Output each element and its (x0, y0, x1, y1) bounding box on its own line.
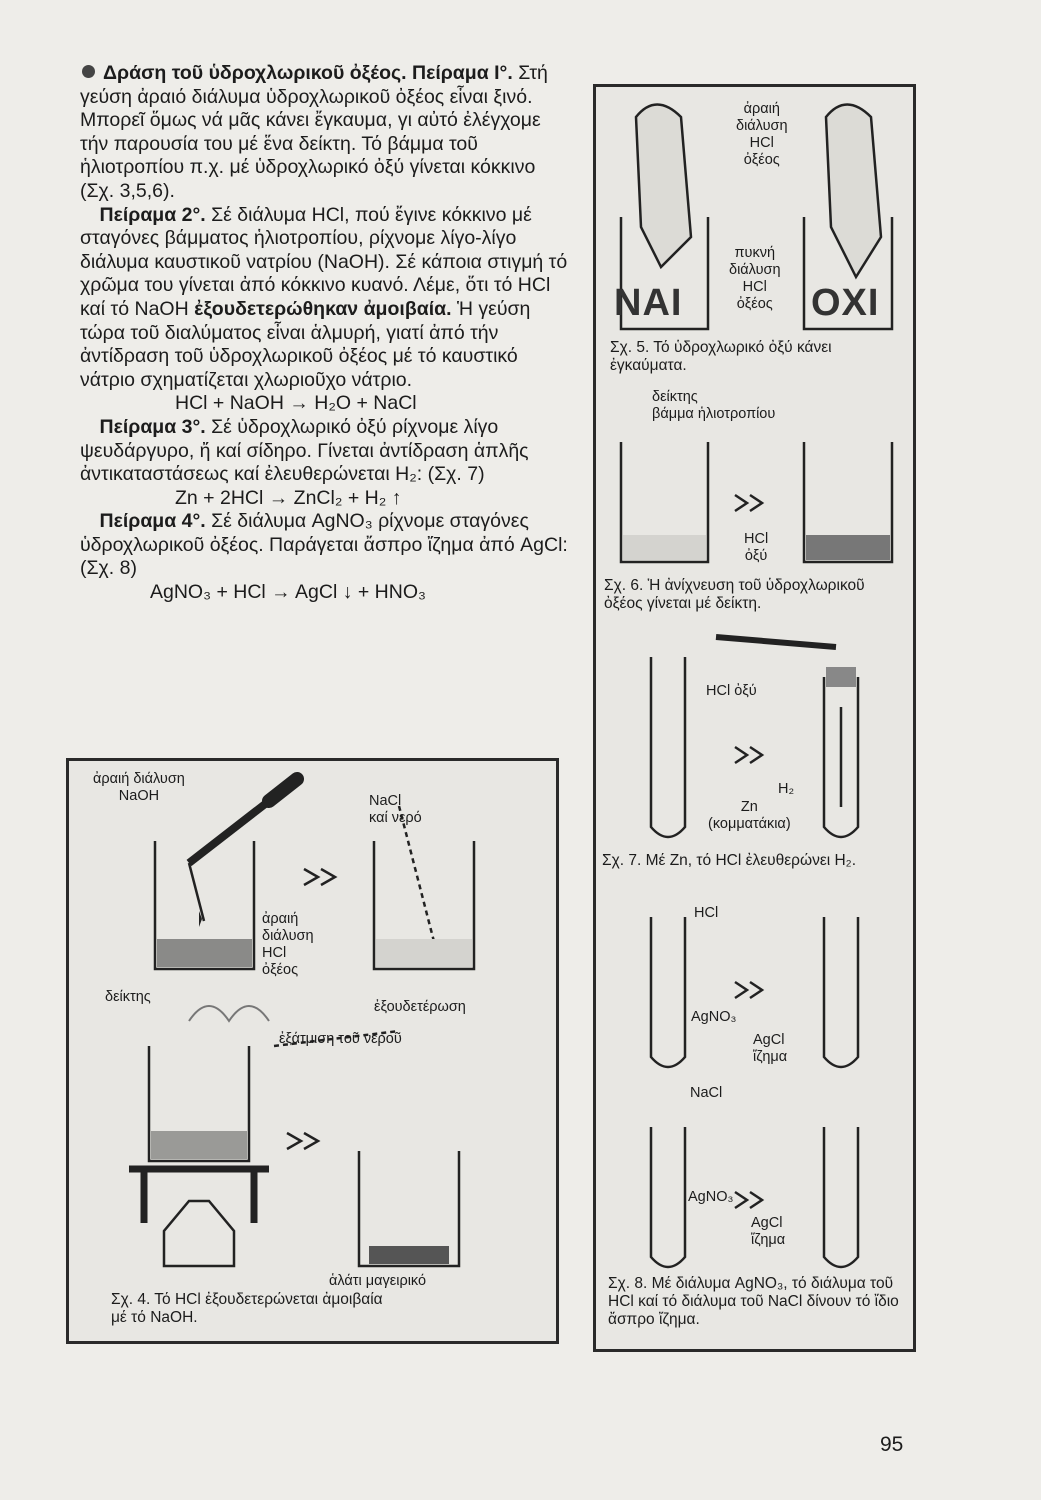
solution-6b (806, 535, 890, 560)
label-litmus: δείκτης βάμμα ἡλιοτροπίου (652, 389, 776, 422)
p4-body: Σέ διάλυμα AgNO₃ ρίχνομε σταγόνες ὑδροχλωρικοῦ ὀξέος. Παράγεται ἄσπρο ἴζημα ἀπό AgCl: (Σχ. 8) (80, 510, 568, 580)
bubbles (826, 667, 856, 687)
solution-right (376, 939, 472, 967)
label-hcl-acid: HCl ὀξύ (706, 683, 757, 699)
dropper (189, 801, 269, 863)
arrow-2 (287, 1133, 318, 1149)
label-8-nacl: NaCl (690, 1085, 723, 1101)
p4-title: Πείραμα 4°. (99, 510, 206, 533)
label-8-agcl-a: AgCl ἴζημα (753, 1032, 788, 1065)
label-8-agcl-b: AgCl ἴζημα (751, 1215, 786, 1248)
tube-8d (824, 1127, 858, 1267)
label-hcl: ἀραιή διάλυση HCl ὀξέος (262, 911, 314, 978)
arrow-7 (735, 747, 762, 763)
solution-6a (623, 535, 706, 560)
paragraph-experiment-3 (80, 416, 572, 487)
equation-1: HCl + NaOH → H₂O + NaCl (175, 392, 417, 415)
tube-8b (824, 917, 858, 1067)
figure-7-caption: Σχ. 7. Μέ Zn, τό HCl ἐλευθερώνει H₂. (602, 852, 857, 869)
paragraph-experiment-1 (80, 62, 572, 204)
label-naoh: ἀραιή διάλυση NaOH (93, 771, 185, 804)
label-evaporation: ἐξάτμιση τοῦ νεροῦ (279, 1031, 402, 1047)
label-dilute: ἀραιή διάλυση HCl ὀξέος (736, 101, 788, 168)
figure-4-caption: Σχ. 4. Τό HCl ἐξουδετερώνεται ἀμοιβαία μέ τό NaOH. (111, 1291, 383, 1326)
p2-title: Πείραμα 2°. (99, 203, 206, 226)
tube-7a (651, 657, 685, 837)
label-neutralization: ἐξουδετέρωση (374, 999, 466, 1015)
label-acid: HCl ὀξύ (744, 531, 769, 564)
label-8-agno3-a: AgNO₃ (691, 1009, 737, 1025)
label-h2: H₂ (778, 781, 795, 797)
p2-bold: ἐξουδετερώθηκαν ἀμοιβαία. (194, 297, 452, 320)
arrow-8b (735, 1192, 762, 1208)
burner (164, 1201, 234, 1266)
solution-heated (151, 1131, 247, 1159)
label-no: ΟΧΙ (811, 282, 880, 324)
figure-6-caption: Σχ. 6. Ἡ ἀνίχνευση τοῦ ὑδροχλωρικοῦ ὀξέος γίνεται μέ δείκτη. (604, 577, 865, 612)
match (716, 637, 836, 647)
equation-2: Zn + 2HCl → ZnCl₂ + H₂ ↑ (175, 486, 402, 509)
arrow-6 (735, 495, 762, 511)
label-nacl-water: NaCl καί νερό (369, 793, 422, 826)
arrow-1 (304, 869, 335, 885)
figure-8-caption: Σχ. 8. Μέ διάλυμα AgNO₃, τό διάλυμα τοῦ HCl καί τό διάλυμα τοῦ NaCl δίνουν τό ἴδιο ἄσπρο ἴζημα. (608, 1275, 899, 1328)
steam (189, 1006, 269, 1021)
hand-no (826, 105, 881, 278)
paragraph-experiment-2 (80, 204, 572, 393)
arrow-8a (735, 982, 762, 998)
p1-body: Στή γεύση ἀραιό διάλυμα ὑδροχλωρικοῦ ὀξέος εἶναι ξινό. Μπορεῖ ὅμως νά μᾶς κάνει ἔγκαυμα, γι αὐτό ἐλέγχομε τήν παρουσία του μέ ἕνα δείκτη. Τό βάμμα τοῦ ἡλιοτροπίου π.χ. μέ ὑδροχλωρικό ὀξύ γίνεται κόκκινο (Σχ. 3,5,6). (80, 62, 548, 202)
tube-8c (651, 1127, 685, 1267)
figure-5-caption: Σχ. 5. Τό ὑδροχλωρικό ὀξύ κάνει ἐγκαύματα. (610, 339, 832, 374)
solution-left (157, 939, 252, 967)
equation-3: AgNO₃ + HCl → AgCl ↓ + HNO₃ (150, 581, 426, 604)
figure-4-drawing (69, 761, 556, 1341)
p3-title: Πείραμα 3°. (99, 415, 206, 438)
label-indicator: δείκτης (105, 989, 151, 1005)
p2-body-b: Ἡ γεύση τώρα τοῦ διαλύματος εἶναι ἁλμυρή, γιατί ἀπό τήν ἀντίδραση τοῦ ὑδροχλωρικοῦ ὀξέος μέ τό καυστικό νάτριο σχηματίζεται χλωριοῦχο νάτριο. (80, 297, 531, 391)
p2-body-a: Σέ διάλυμα HCl, πού ἔγινε κόκκινο μέ σταγόνες βάμματος ἡλιοτροπίου, ρίχνομε λίγο-λίγο διάλυμα καυστικοῦ νατρίου (NaOH). Σέ κάποια στιγμή τό χρῶμα του γίνεται ἀπό κόκκινο κυανό. Λέμε, ὅτι τό HCl καί τό NaOH (80, 203, 568, 320)
figure-4 (66, 758, 559, 1344)
label-8-agno3-b: AgNO₃ (688, 1189, 734, 1205)
hand-yes (636, 105, 691, 268)
label-8-hcl: HCl (694, 905, 719, 921)
tube-8a (651, 917, 685, 1067)
label-zn: Zn (κομματάκια) (708, 799, 791, 832)
label-yes: ΝΑΙ (614, 282, 683, 324)
section-title: Δράση τοῦ ὑδροχλωρικοῦ ὀξέος. Πείραμα Ι°. (103, 62, 513, 84)
label-conc: πυκνή διάλυση HCl ὀξέος (729, 245, 781, 312)
label-salt: ἁλάτι μαγειρικό (329, 1273, 427, 1289)
main-text (80, 62, 572, 605)
salt-crystals (369, 1246, 449, 1264)
p3-body: Σέ ὑδροχλωρικό ὀξύ ρίχνομε λίγο ψευδάργυρο, ἤ καί σίδηρο. Γίνεται ἀντίδραση ἁπλῆς ἀντικαταστάσεως καί ἐλευθερώνεται H₂: (Σχ. 7) (80, 415, 529, 486)
bullet-icon (82, 65, 95, 78)
paragraph-experiment-4 (80, 510, 572, 581)
page-number: 95 (880, 1433, 904, 1456)
figures-5-8 (593, 84, 916, 1352)
